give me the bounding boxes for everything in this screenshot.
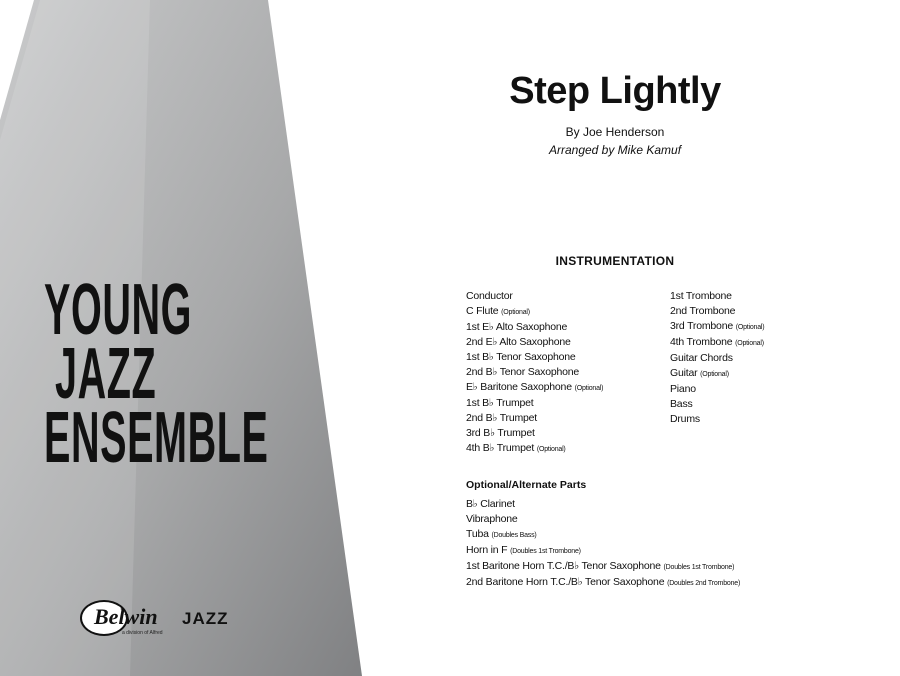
alternate-item: B♭ Clarinet (466, 498, 515, 510)
logo-tagline: a division of Alfred (122, 630, 163, 636)
instrument-item: 1st B♭ Tenor Saxophone (466, 351, 576, 363)
instrument-item: 2nd E♭ Alto Saxophone (466, 336, 571, 348)
instrument-note: (Optional) (735, 324, 765, 331)
alternate-item: Vibraphone (466, 513, 518, 525)
instrument-note: (Doubles 1st Trombone) (510, 548, 581, 555)
instrument-note: (Optional) (501, 309, 530, 316)
instrument-item: 3rd B♭ Trumpet (466, 427, 535, 439)
instrument-list-left (466, 289, 603, 457)
alternate-item: 2nd Baritone Horn T.C./B♭ Tenor Saxophone (Doubles 2nd Trombone) (466, 576, 741, 588)
instrument-item: 1st Trombone (670, 290, 732, 302)
instrument-item: Guitar Chords (670, 352, 733, 364)
arranger-credit: Arranged by Mike Kamuf (548, 143, 682, 157)
instrument-note: (Optional) (536, 446, 566, 453)
series-title-line: ENSEMBLE (44, 398, 269, 478)
instrument-item: 4th B♭ Trumpet (Optional) (466, 442, 566, 454)
alternate-parts-list (466, 497, 740, 591)
instrument-note: (Doubles Bass) (491, 532, 537, 539)
instrument-list-right (670, 289, 764, 427)
publisher-logo (80, 600, 250, 640)
instrument-item: C Flute (Optional) (466, 305, 530, 317)
instrument-item: 3rd Trombone (Optional) (670, 320, 765, 332)
instrument-note: (Optional) (700, 371, 729, 378)
instrument-item: Conductor (466, 290, 513, 302)
instrument-item: 1st E♭ Alto Saxophone (466, 321, 568, 333)
instrument-note: (Optional) (574, 385, 604, 392)
instrument-item: Piano (670, 383, 696, 395)
instrument-item: 4th Trombone (Optional) (670, 336, 764, 348)
instrument-note: (Doubles 2nd Trombone) (667, 580, 741, 587)
composer-credit: By Joe Henderson (565, 125, 665, 139)
instrument-item: Bass (670, 398, 693, 410)
instrument-note: (Doubles 1st Trombone) (663, 564, 735, 571)
instrument-item: Guitar (Optional) (670, 367, 729, 379)
instrument-item: E♭ Baritone Saxophone (Optional) (466, 381, 604, 393)
instrument-item: 2nd Trombone (670, 305, 736, 317)
alternate-item: Horn in F (Doubles 1st Trombone) (466, 544, 581, 556)
piece-title: Step Lightly (509, 70, 721, 112)
alternate-parts-heading: Optional/Alternate Parts (466, 479, 587, 491)
series-title-line: JAZZ (55, 334, 157, 414)
series-title-line: YOUNG (44, 270, 192, 350)
alternate-item: Tuba (Doubles Bass) (466, 528, 537, 540)
series-title (44, 270, 269, 478)
instrumentation-heading: INSTRUMENTATION (555, 254, 675, 268)
logo-jazz: JAZZ (182, 609, 229, 628)
instrument-item: 2nd B♭ Trumpet (466, 412, 538, 424)
instrument-item: 1st B♭ Trumpet (466, 397, 534, 409)
logo-brand: Belwin (94, 604, 158, 629)
instrument-item: Drums (670, 413, 700, 425)
instrument-note: (Optional) (735, 340, 764, 347)
instrument-item: 2nd B♭ Tenor Saxophone (466, 366, 580, 378)
alternate-item: 1st Baritone Horn T.C./B♭ Tenor Saxophone (Doubles 1st Trombone) (466, 560, 735, 572)
